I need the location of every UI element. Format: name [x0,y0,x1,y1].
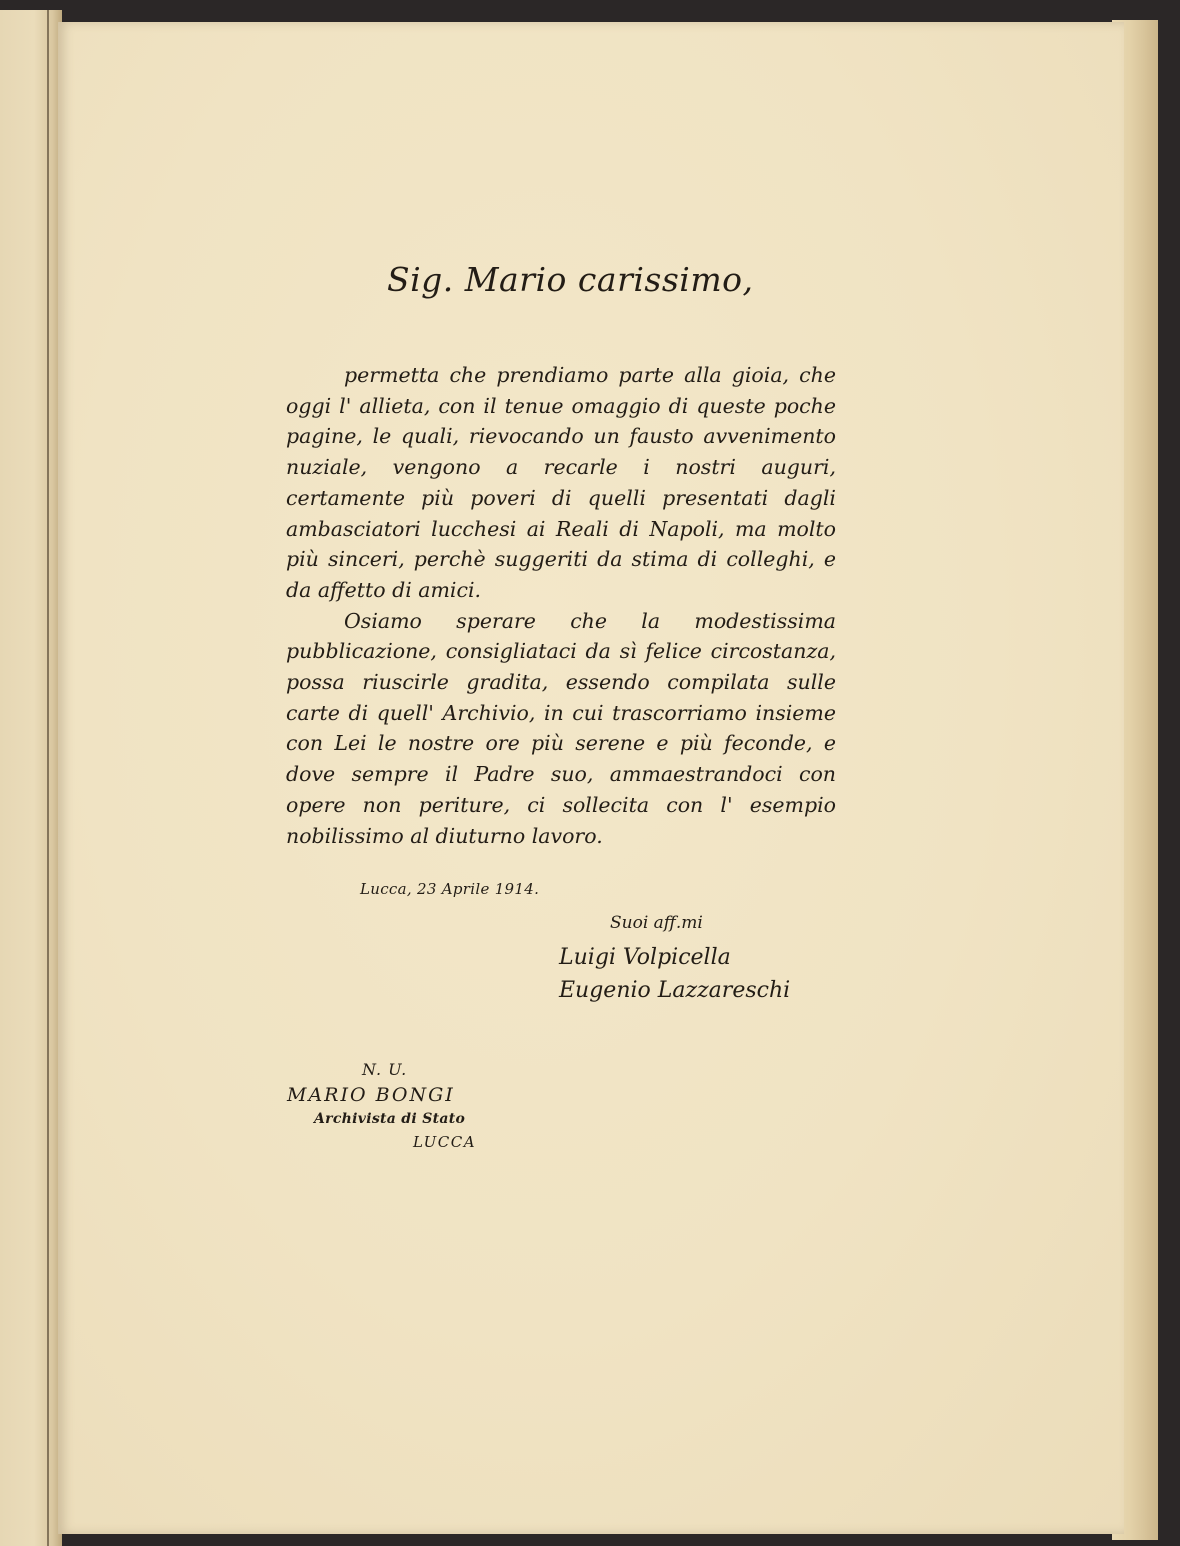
dedication-page [58,22,1124,1534]
signatory-2: Eugenio Lazzareschi [559,978,791,1003]
letter-paragraph-2: Osiamo sperare che la modestissima pubblicazione, consigliataci da sì felice circostanza, possa riuscirle gradita, essendo compilata sulle carte di quell' Archivio, in cui trascorriamo insieme con Lei le nostre ore più serene e più feconde, e dove sempre il Padre suo, ammaestrandoci con opere non periture, ci sollecita con l' esempio nobilissimo al diuturno lavoro. [286,608,836,848]
addressee-honorific: N. U. [362,1060,408,1079]
closing: Suoi aff.mi [610,913,703,933]
letter-paragraph-1: permetta che prendiamo parte alla gioia, che oggi l' allieta, con il tenue omaggio di queste poche pagine, le quali, rievocando un fausto avvenimento nuziale, vengono a recarle i nostri auguri, certamente più poveri di quelli presentati dagli ambasciatori lucchesi ai Reali di Napoli, ma molto più sinceri, perchè suggeriti da stima di colleghi, e da affetto di amici. [286,363,836,602]
addressee-title: Archivista di Stato [314,1111,466,1127]
signatory-1: Luigi Volpicella [559,945,731,970]
letter-body [286,360,836,851]
place-date: Lucca, 23 Aprile 1914. [360,880,540,898]
book-gutter [47,10,49,1546]
addressee-city: LUCCA [413,1133,477,1151]
left-page-edge [0,10,62,1546]
salutation: Sig. Mario carissimo, [387,260,754,299]
addressee-name: MARIO BONGI [287,1084,455,1106]
